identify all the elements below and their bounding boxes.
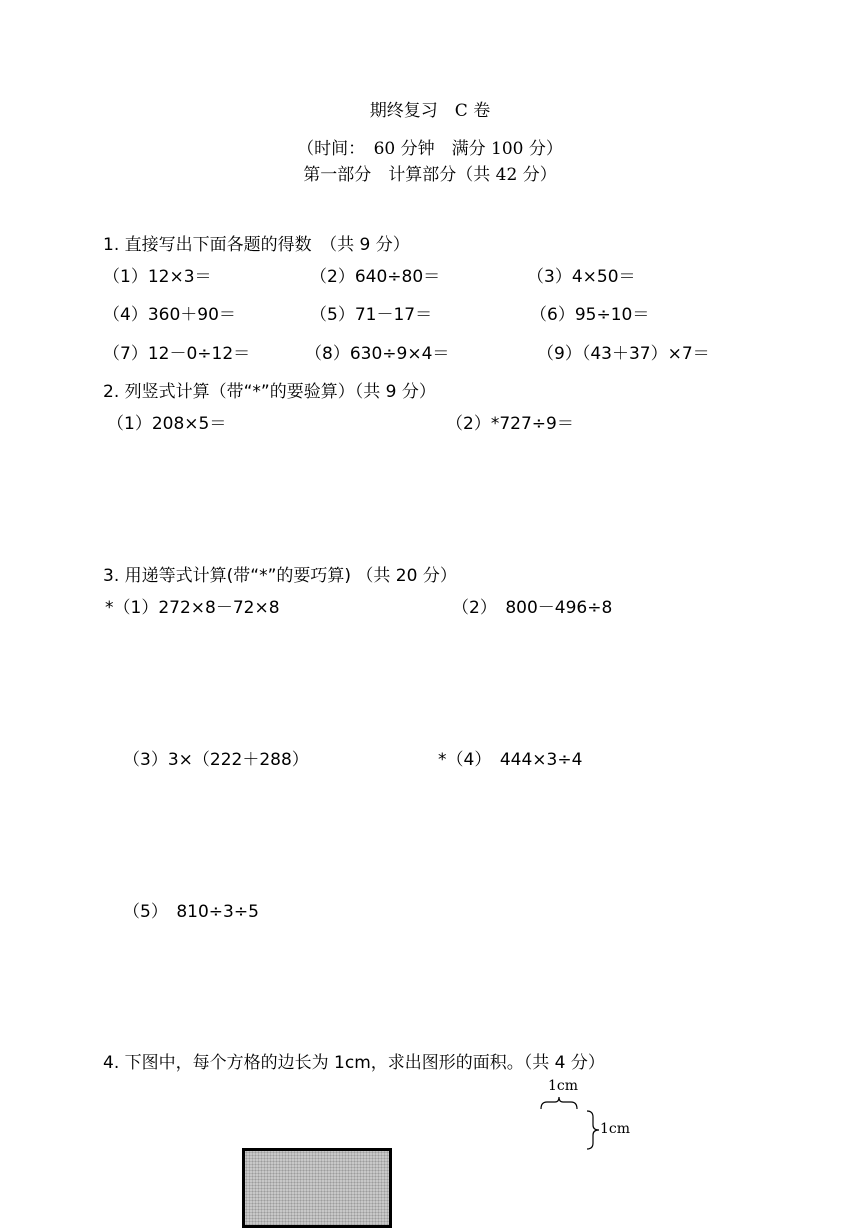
q1-item-6: （6）95÷10＝ — [530, 305, 650, 325]
page-subtitle: （时间： 60 分钟 满分 100 分） — [297, 139, 563, 159]
page-title: 期终复习 C 卷 — [369, 101, 491, 121]
q1-item-2: （2）640÷80＝ — [310, 267, 441, 287]
question-2-heading: 2. 列竖式计算（带“*”的要验算）（共 9 分） — [103, 382, 436, 402]
area-figure — [242, 1148, 392, 1228]
question-4-heading: 4. 下图中，每个方格的边长为 1cm，求出图形的面积。（共 4 分） — [103, 1053, 605, 1073]
q1-item-1: （1）12×3＝ — [103, 267, 212, 287]
q2-item-1: （1）208×5＝ — [107, 414, 227, 434]
q3-item-4: *（4） 444×3÷4 — [438, 750, 583, 770]
question-3-heading: 3. 用递等式计算(带“*”的要巧算) （共 20 分） — [103, 566, 457, 586]
q1-item-7: （7）12－0÷12＝ — [103, 344, 251, 364]
section-heading: 第一部分 计算部分（共 42 分） — [303, 165, 557, 185]
unit-label-vertical: 1cm — [600, 1121, 631, 1137]
q1-item-3: （3）4×50＝ — [527, 267, 636, 287]
q3-item-1: *（1）272×8－72×8 — [105, 598, 280, 618]
question-1-heading: 1. 直接写出下面各题的得数 （共 9 分） — [103, 235, 410, 255]
horizontal-brace-icon — [540, 1096, 578, 1110]
q1-item-9: （9）（43＋37）×7＝ — [537, 344, 710, 364]
q3-item-3: （3）3×（222＋288） — [123, 750, 309, 770]
q3-item-2: （2） 800－496÷8 — [452, 598, 613, 618]
q2-item-2: （2）*727÷9＝ — [446, 414, 574, 434]
q3-item-5: （5） 810÷3÷5 — [123, 902, 259, 922]
q1-item-4: （4）360＋90＝ — [103, 305, 236, 325]
vertical-brace-icon — [586, 1110, 600, 1150]
unit-label-horizontal: 1cm — [548, 1078, 579, 1094]
q1-item-8: （8）630÷9×4＝ — [305, 344, 450, 364]
q1-item-5: （5）71－17＝ — [310, 305, 433, 325]
